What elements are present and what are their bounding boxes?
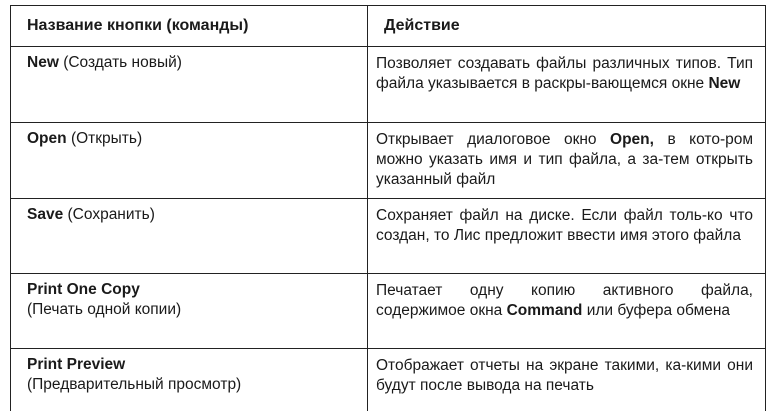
- action-cell: [368, 274, 766, 349]
- button-name-cell: [11, 349, 368, 411]
- header-button-name: Название кнопки (команды): [11, 6, 368, 47]
- button-name: Save: [27, 206, 63, 223]
- button-name-cell: [11, 123, 368, 199]
- action-text: Отображает отчеты на экране такими, ка-кими они будут после вывода на печать: [376, 357, 753, 394]
- action-cell: [368, 123, 766, 199]
- button-name: Print Preview: [27, 355, 357, 375]
- action-text: Сохраняет файл на диске. Если файл толь-ко что создан, то Лис предложит ввести имя этого файла: [376, 207, 753, 244]
- action-cell: [368, 349, 766, 411]
- action-keyword: New: [708, 75, 740, 92]
- button-name-cell: [11, 199, 368, 274]
- button-name-ru: (Открыть): [71, 130, 142, 147]
- commands-table: [10, 5, 766, 411]
- action-text: Печатает одну копию активного файла, содержимое окна: [376, 282, 753, 319]
- button-name: Open: [27, 130, 67, 147]
- table-header-row: [11, 6, 766, 47]
- action-keyword: Open,: [610, 131, 654, 148]
- button-name-ru: (Предварительный просмотр): [27, 375, 357, 395]
- action-cell: [368, 199, 766, 274]
- action-cell: [368, 47, 766, 123]
- button-name-ru: (Создать новый): [63, 54, 182, 71]
- action-text: Открывает диалоговое окно: [376, 131, 610, 148]
- button-name: Print One Copy: [27, 280, 357, 300]
- action-text-tail: или буфера обмена: [582, 302, 730, 319]
- table-row: [11, 349, 766, 411]
- button-name-ru: (Сохранить): [68, 206, 155, 223]
- action-text-tail: в кото-ром можно указать имя и тип файла, а за-тем открыть указанный файл: [376, 131, 753, 188]
- button-name: New: [27, 54, 59, 71]
- action-text: Позволяет создавать файлы различных типов. Тип файла указывается в раскры-вающемся окне: [376, 55, 753, 92]
- button-name-ru: (Печать одной копии): [27, 300, 357, 320]
- button-name-cell: [11, 274, 368, 349]
- action-keyword: Command: [507, 302, 583, 319]
- table-row: [11, 123, 766, 199]
- table-row: [11, 47, 766, 123]
- table-row: [11, 274, 766, 349]
- header-action: Действие: [368, 6, 766, 47]
- button-name-cell: [11, 47, 368, 123]
- table-row: [11, 199, 766, 274]
